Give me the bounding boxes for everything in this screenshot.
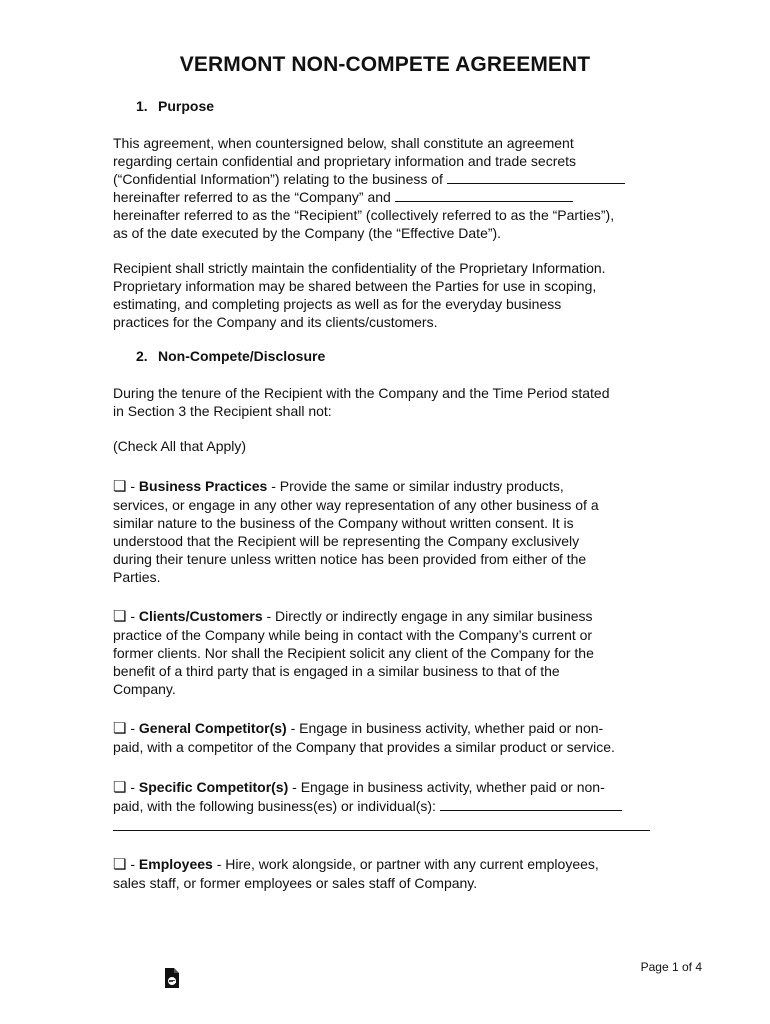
competitor-continuation-line[interactable] bbox=[113, 830, 650, 831]
option-general-competitors: ❏ - General Competitor(s) - Engage in business activity, whether paid or non- paid, with a competitor of the Company that provides a similar product or service. bbox=[113, 719, 673, 756]
section-2-title: Non-Compete/Disclosure bbox=[158, 348, 326, 364]
option-label: General Competitor(s) bbox=[138, 720, 287, 736]
text-line: former clients. Nor shall the Recipient solicit any client of the Company for the bbox=[113, 645, 594, 661]
text-line: regarding certain confidential and proprietary information and trade secrets bbox=[113, 153, 577, 169]
option-label: Clients/Customers bbox=[138, 608, 263, 624]
text-line: Recipient shall strictly maintain the confidentiality of the Proprietary Information. bbox=[113, 260, 606, 276]
text-line: estimating, and completing projects as well as for the everyday business bbox=[113, 296, 562, 312]
purpose-paragraph-1 bbox=[113, 134, 673, 242]
text-line: hereinafter referred to as the “Recipient” (collectively referred to as the “Parties”), bbox=[113, 207, 615, 223]
text-line: sales staff, or former employees or sales staff of Company. bbox=[113, 875, 478, 891]
option-label: Employees bbox=[138, 856, 213, 872]
page-number: Page 1 of 4 bbox=[640, 960, 702, 974]
section-1-number: 1. bbox=[136, 98, 148, 114]
option-label: Specific Competitor(s) bbox=[138, 779, 289, 795]
text-line: practices for the Company and its clients/customers. bbox=[113, 314, 438, 330]
checkbox-general-competitors[interactable]: ❏ bbox=[113, 720, 127, 737]
document-title: VERMONT NON-COMPETE AGREEMENT bbox=[179, 53, 591, 76]
text-line: hereinafter referred to as the “Company” and bbox=[113, 188, 673, 206]
text-line: services, or engage in any other way representation of any other business of a bbox=[113, 497, 599, 513]
section-1-title: Purpose bbox=[158, 98, 215, 114]
option-specific-competitors: ❏ - Specific Competitor(s) - Engage in business activity, whether paid or non- paid, with the following business(es) or individual(s): bbox=[113, 778, 673, 815]
option-label: Business Practices bbox=[138, 478, 268, 494]
competitor-name-blank[interactable] bbox=[440, 798, 622, 811]
text-line: during their tenure unless written notice has been provided from either of the bbox=[113, 551, 587, 567]
non-compete-intro bbox=[113, 384, 673, 420]
text-line: paid, with a competitor of the Company that provides a similar product or service. bbox=[113, 739, 615, 755]
checkbox-specific-competitors[interactable]: ❏ bbox=[113, 779, 127, 796]
text-line: Proprietary information may be shared between the Parties for use in scoping, bbox=[113, 278, 597, 294]
text-line: Company. bbox=[113, 681, 176, 697]
section-2-heading bbox=[136, 348, 325, 364]
text-line: During the tenure of the Recipient with the Company and the Time Period stated bbox=[113, 385, 610, 401]
section-2-number: 2. bbox=[136, 348, 148, 364]
check-all-note: (Check All that Apply) bbox=[113, 438, 247, 454]
text-line: in Section 3 the Recipient shall not: bbox=[113, 403, 332, 419]
purpose-paragraph-2 bbox=[113, 259, 673, 331]
checkbox-business-practices[interactable]: ❏ bbox=[113, 478, 127, 495]
text-line: paid, with the following business(es) or individual(s): bbox=[113, 798, 440, 814]
company-name-blank[interactable] bbox=[447, 171, 625, 184]
text-line: (“Confidential Information”) relating to the business of bbox=[113, 170, 673, 188]
text-line: This agreement, when countersigned below, shall constitute an agreement bbox=[113, 135, 574, 151]
text-line: understood that the Recipient will be representing the Company exclusively bbox=[113, 533, 580, 549]
eforms-logo-icon bbox=[164, 967, 180, 994]
text-line: benefit of a third party that is engaged in a similar business to that of the bbox=[113, 663, 560, 679]
text-line: Parties. bbox=[113, 569, 161, 585]
checkbox-clients-customers[interactable]: ❏ bbox=[113, 608, 127, 625]
text-line: similar nature to the business of the Company without written consent. It is bbox=[113, 515, 574, 531]
checkbox-employees[interactable]: ❏ bbox=[113, 856, 127, 873]
option-business-practices: ❏ - Business Practices - Provide the same or similar industry products, services, or engage in any other way representation of any other business of a similar nature to the business of the Company without written consent. It is understood that the Recipient will be representing the Company exclusively during their tenure unless written notice has been provided from either of the Parties. bbox=[113, 477, 673, 586]
section-1-heading bbox=[136, 98, 214, 114]
option-clients-customers: ❏ - Clients/Customers - Directly or indirectly engage in any similar business practice of the Company while being in contact with the Company’s current or former clients. Nor shall the Recipient solicit any client of the Company for the benefit of a third party that is engaged in a similar business to that of the Company. bbox=[113, 607, 673, 698]
text-line: as of the date executed by the Company (the “Effective Date”). bbox=[113, 225, 502, 241]
text-line: practice of the Company while being in contact with the Company’s current or bbox=[113, 627, 593, 643]
option-employees: ❏ - Employees - Hire, work alongside, or partner with any current employees, sales staff, or former employees or sales staff of Company. bbox=[113, 855, 673, 892]
recipient-name-blank[interactable] bbox=[395, 189, 573, 202]
